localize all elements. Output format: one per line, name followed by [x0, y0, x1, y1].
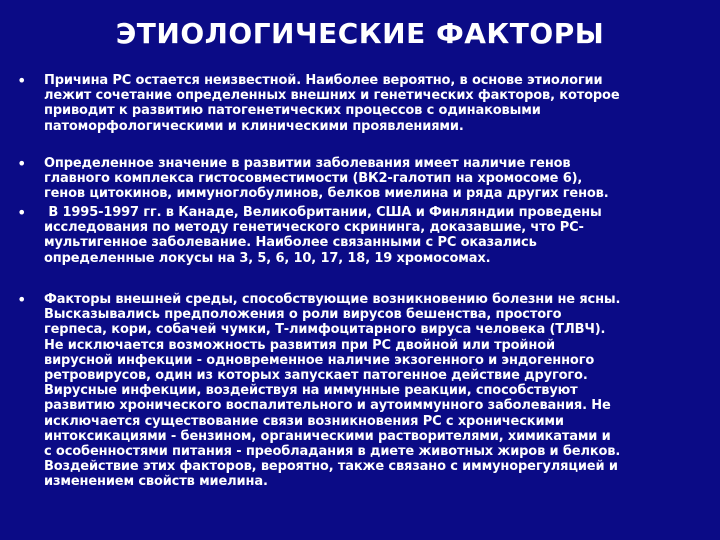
bullet-icon: •	[17, 154, 27, 173]
paragraph-line: с особенностями питания - преобладания в диете животных жиров и белков.	[44, 444, 621, 460]
paragraph-cause	[44, 73, 704, 134]
paragraph-genes	[44, 156, 704, 202]
paragraph-line: Высказывались предположения о роли вирусов бешенства, простого	[44, 307, 562, 323]
paragraph-screening	[44, 205, 704, 266]
bullet-icon: •	[17, 71, 27, 90]
paragraph-line: развитию хронического воспалительного и аутоиммунного заболевания. Не	[44, 398, 611, 414]
paragraph-line: патоморфологическими и клиническими проявлениями.	[44, 118, 464, 134]
paragraph-line: исследования по методу генетического скрининга, доказавшие, что РС-	[44, 220, 584, 236]
paragraph-line: Вирусные инфекции, воздействуя на иммунные реакции, способствуют	[44, 383, 578, 399]
paragraph-line: определенные локусы на 3, 5, 6, 10, 17, 18, 19 хромосомах.	[44, 250, 491, 266]
bullet-icon: •	[17, 290, 27, 309]
paragraph-line: интоксикациями - бензином, органическими растворителями, химикатами и	[44, 428, 611, 444]
paragraph-line: В 1995-1997 гг. в Канаде, Великобритании, США и Финляндии проведены	[44, 205, 602, 220]
paragraph-line: Факторы внешней среды, способствующие возникновению болезни не ясны.	[44, 292, 621, 307]
paragraph-line: Определенное значение в развитии заболевания имеет наличие генов	[44, 156, 571, 171]
paragraph-line: Причина РС остается неизвестной. Наиболее вероятно, в основе этиологии	[44, 73, 603, 88]
paragraph-line: Не исключается возможность развития при РС двойной или тройной	[44, 337, 555, 353]
paragraph-line: генов цитокинов, иммуноглобулинов, белков миелина и ряда других генов.	[44, 186, 609, 202]
paragraph-line: исключается существование связи возникновения РС с хроническими	[44, 413, 564, 429]
paragraph-line: изменением свойств миелина.	[44, 474, 268, 490]
bullet-icon: •	[17, 203, 27, 222]
paragraph-line: приводит к развитию патогенетических процессов с одинаковыми	[44, 103, 541, 119]
paragraph-line: главного комплекса гистосовместимости (ВК2-галотип на хромосоме 6),	[44, 171, 583, 187]
paragraph-line: мультигенное заболевание. Наиболее связанными с РС оказались	[44, 235, 537, 251]
slide-title: ЭТИОЛОГИЧЕСКИЕ ФАКТОРЫ	[115, 17, 605, 50]
paragraph-line: ретровирусов, один из которых запускает патогенное действие другого.	[44, 368, 588, 384]
paragraph-line: лежит сочетание определенных внешних и генетических факторов, которое	[44, 88, 620, 104]
paragraph-line: герпеса, кори, собачей чумки, Т-лимфоцитарного вируса человека (ТЛВЧ).	[44, 322, 606, 338]
paragraph-environment	[44, 292, 704, 490]
paragraph-line: вирусной инфекции - одновременное наличие экзогенного и эндогенного	[44, 352, 595, 368]
paragraph-line: Воздействие этих факторов, вероятно, также связано с иммунорегуляцией и	[44, 459, 618, 475]
